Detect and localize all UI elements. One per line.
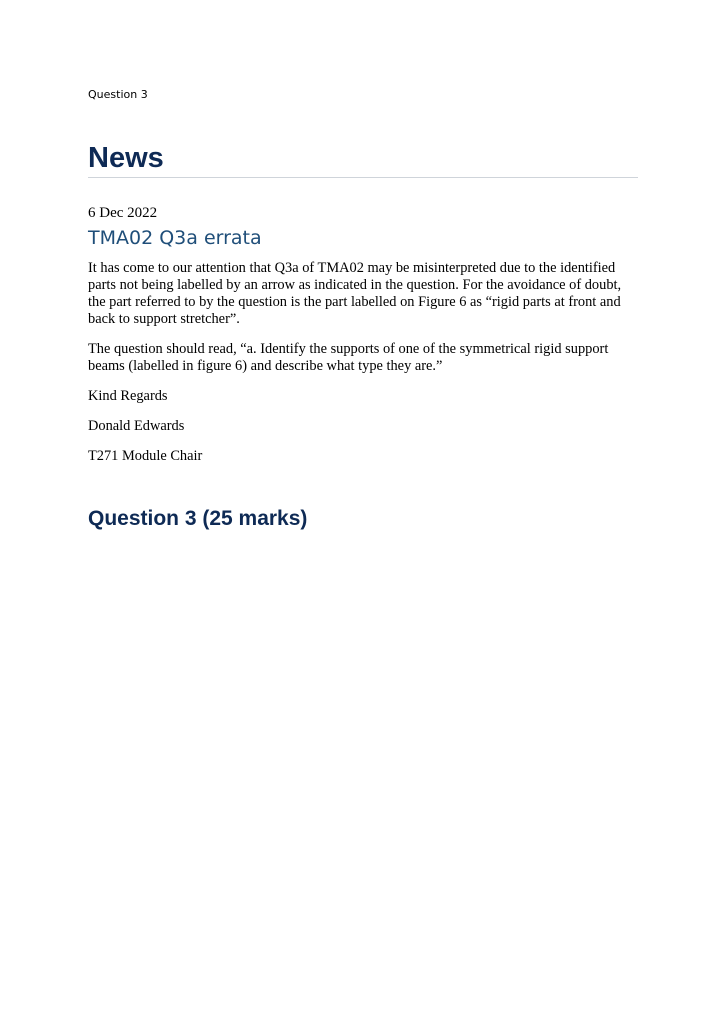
signatory-role: T271 Module Chair bbox=[88, 448, 203, 464]
news-item-title: TMA02 Q3a errata bbox=[88, 227, 262, 249]
news-heading: News bbox=[88, 140, 638, 178]
news-paragraph: The question should read, “a. Identify the supports of one of the symmetrical rigid support beams (labelled in figure 6) and describe what type they are.” bbox=[88, 341, 609, 374]
signatory-name: Donald Edwards bbox=[88, 418, 185, 434]
page-header-label: Question 3 bbox=[88, 88, 148, 101]
news-item-body bbox=[88, 260, 634, 478]
news-date: 6 Dec 2022 bbox=[88, 205, 158, 221]
question-heading: Question 3 (25 marks) bbox=[88, 507, 308, 530]
closing-text: Kind Regards bbox=[88, 388, 168, 404]
news-paragraph: It has come to our attention that Q3a of TMA02 may be misinterpreted due to the identified parts not being labelled by an arrow as indicated in the question. For the avoidance of doubt, the part referred to by the question is the part labelled on Figure 6 as “rigid parts at front and back to support stretcher”. bbox=[88, 260, 622, 327]
